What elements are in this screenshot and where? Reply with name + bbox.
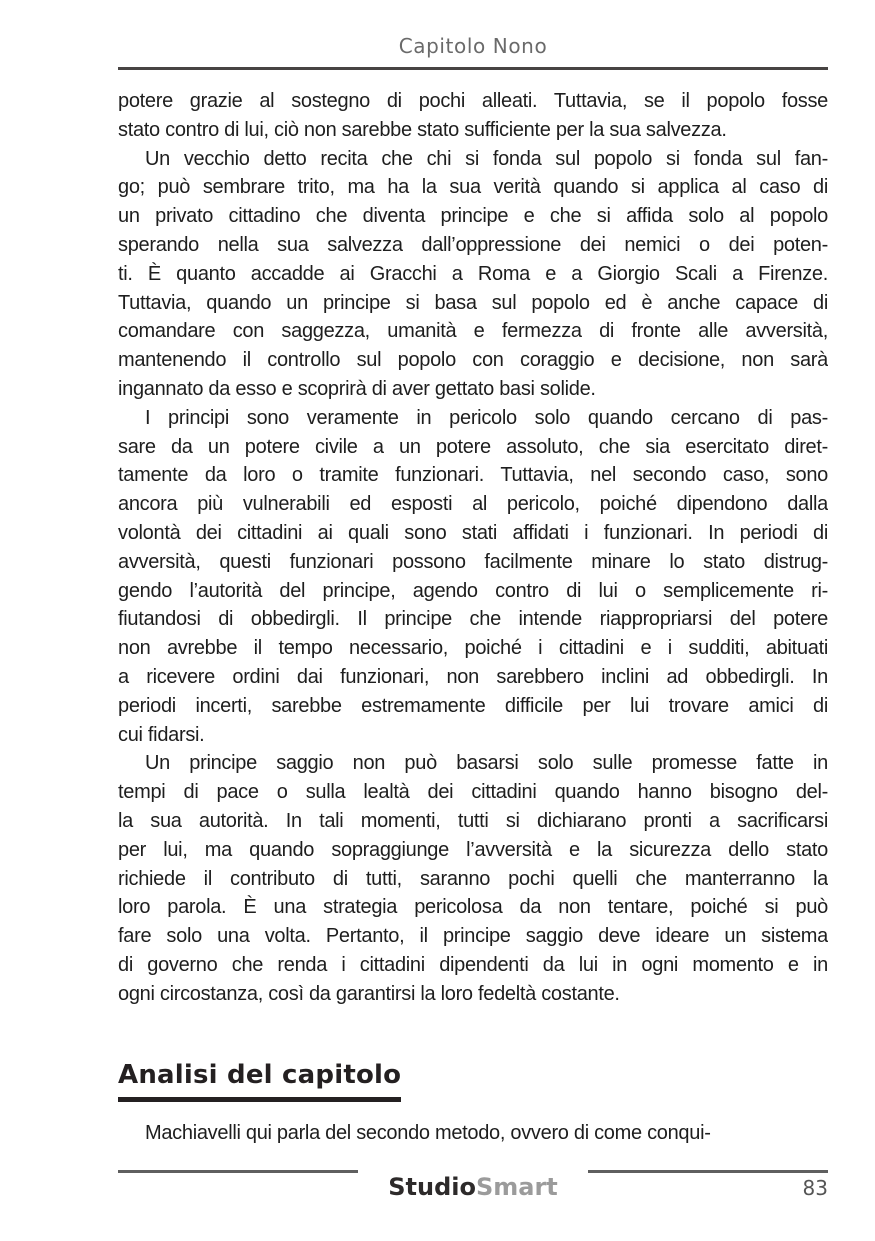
text-line: sare da un potere civile a un potere assoluto, che sia esercitato diret- — [118, 435, 828, 458]
text-line: la sua autorità. In tali momenti, tutti si dichiarano pronti a sacrificarsi — [118, 809, 828, 832]
text-line: Un vecchio detto recita che chi si fonda sul popolo si fonda sul fan- — [145, 147, 828, 170]
body-text — [118, 87, 828, 1009]
paragraph — [118, 404, 828, 750]
text-line: Un principe saggio non può basarsi solo sulle promesse fatte in — [145, 752, 828, 775]
footer-rule-left — [118, 1170, 358, 1173]
text-line: avversità, questi funzionari possono facilmente minare lo stato distrug- — [118, 550, 828, 573]
text-line: periodi incerti, sarebbe estremamente difficile per lui trovare amici di — [118, 694, 828, 717]
page-footer — [118, 1166, 828, 1199]
paragraph — [118, 87, 828, 145]
analysis-section — [118, 1060, 828, 1148]
paragraph — [118, 145, 828, 404]
brand-logo-smart: Smart — [475, 1173, 558, 1201]
text-line: ingannato da esso e scoprirà di aver gettato basi solide. — [118, 377, 596, 400]
text-line: cui fidarsi. — [118, 723, 205, 746]
header-rule — [118, 67, 828, 70]
running-header — [118, 34, 828, 58]
text-line: a ricevere ordini dai funzionari, non sarebbero inclini ad obbedirgli. In — [118, 665, 828, 688]
text-line: non avrebbe il tempo necessario, poiché i cittadini e i sudditi, abituati — [118, 637, 828, 660]
text-line: volontà dei cittadini ai quali sono stati affidati i funzionari. In periodi di — [118, 521, 828, 544]
text-line: loro parola. È una strategia pericolosa da non tentare, poiché si può — [118, 896, 828, 919]
text-line: richiede il contributo di tutti, saranno pochi quelli che manterranno la — [118, 867, 828, 890]
text-line: I principi sono veramente in pericolo solo quando cercano di pas- — [145, 406, 828, 429]
text-line: stato contro di lui, ciò non sarebbe stato sufficiente per la sua salvezza. — [118, 118, 727, 141]
text-line: sperando nella sua salvezza dall’oppressione dei nemici o dei poten- — [118, 233, 828, 256]
text-line: Machiavelli qui parla del secondo metodo, ovvero di come conqui- — [145, 1122, 711, 1144]
section-text — [118, 1119, 828, 1148]
page-number: 83 — [802, 1176, 828, 1200]
text-line: ancora più vulnerabili ed esposti al pericolo, poiché dipendono dalla — [118, 493, 828, 516]
text-line: go; può sembrare trito, ma ha la sua verità quando si applica al caso di — [118, 176, 828, 199]
text-line: fare solo una volta. Pertanto, il principe saggio deve ideare un sistema — [118, 925, 828, 948]
text-line: ti. È quanto accadde ai Gracchi a Roma e a Giorgio Scali a Firenze. — [118, 262, 828, 285]
paragraph — [118, 1119, 828, 1148]
text-line: comandare con saggezza, umanità e fermezza di fronte alle avversità, — [118, 320, 828, 343]
text-line: gendo l’autorità del principe, agendo contro di lui o semplicemente ri- — [118, 579, 828, 602]
footer-rule-right — [588, 1170, 828, 1173]
text-line: potere grazie al sostegno di pochi alleati. Tuttavia, se il popolo fosse — [118, 90, 828, 112]
brand-logo-studio: Studio — [388, 1173, 476, 1201]
text-line: un privato cittadino che diventa principe e che si affida solo al popolo — [118, 205, 828, 228]
text-line: per lui, ma quando sopraggiunge l’avversità e la sicurezza dello stato — [118, 838, 828, 861]
text-line: fiutandosi di obbedirgli. Il principe che intende riappropriarsi del potere — [118, 608, 828, 631]
text-line: ogni circostanza, così da garantirsi la loro fedeltà costante. — [118, 982, 620, 1005]
section-heading: Analisi del capitolo — [118, 1060, 401, 1102]
text-line: di governo che renda i cittadini dipendenti da lui in ogni momento e in — [118, 953, 828, 976]
chapter-title: Capitolo Nono — [398, 34, 548, 58]
text-line: Tuttavia, quando un principe si basa sul popolo ed è anche capace di — [118, 291, 828, 314]
text-line: mantenendo il controllo sul popolo con coraggio e decisione, non sarà — [118, 349, 828, 372]
paragraph — [118, 749, 828, 1008]
text-line: tempi di pace o sulla lealtà dei cittadini quando hanno bisogno del- — [118, 781, 828, 804]
brand-logo — [358, 1175, 588, 1199]
text-line: tamente da loro o tramite funzionari. Tuttavia, nel secondo caso, sono — [118, 464, 828, 487]
